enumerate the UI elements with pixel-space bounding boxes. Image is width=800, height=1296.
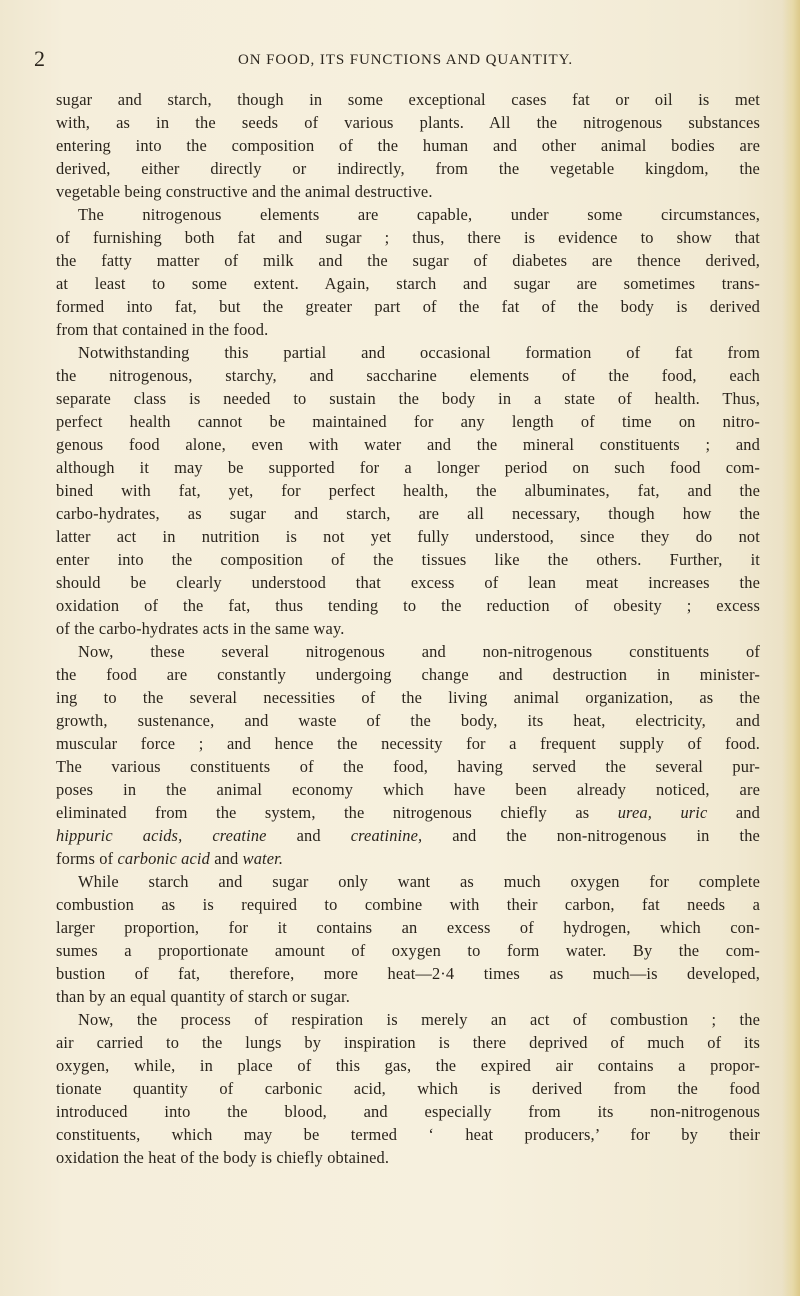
text-line: sugar and starch, though in some exceptional cases fat or oil is met [56,90,760,109]
text-line: derived, either directly or indirectly, from the vegetable kingdom, the [56,159,760,178]
text-line: vegetable being constructive and the animal destructive. [56,182,433,201]
text-line: of furnishing both fat and sugar ; thus, there is evidence to show that [56,228,760,247]
text-line: While starch and sugar only want as much oxygen for complete [78,872,760,891]
text-line: tionate quantity of carbonic acid, which is derived from the food [56,1079,760,1098]
text-line: The various constituents of the food, having served the several pur- [56,757,760,776]
text-line: with, as in the seeds of various plants. All the nitrogenous substances [56,113,760,132]
body-text [56,88,760,1169]
text-line: genous food alone, even with water and the mineral constituents ; and [56,435,760,454]
text-line: perfect health cannot be maintained for any length of time on nitro- [56,412,760,431]
page-edge-shadow [782,0,800,1296]
italic-term: creatine [212,826,267,845]
text-line: larger proportion, for it contains an excess of hydrogen, which con- [56,918,760,937]
text-line: formed into fat, but the greater part of the fat of the body is derived [56,297,760,316]
italic-term: uric [680,803,708,822]
text-line: sumes a proportionate amount of oxygen to form water. By the com- [56,941,760,960]
text-line: enter into the composition of the tissues like the others. Further, it [56,550,760,569]
text-line: bined with fat, yet, for perfect health, the albuminates, fat, and the [56,481,760,500]
text-line: from that contained in the food. [56,320,269,339]
text-line: muscular force ; and hence the necessity for a frequent supply of food. [56,734,760,753]
text-line: separate class is needed to sustain the body in a state of health. Thus, [56,389,760,408]
text-line: carbo-hydrates, as sugar and starch, are all necessary, though how the [56,504,760,523]
running-head: ON FOOD, ITS FUNCTIONS AND QUANTITY. [238,52,574,68]
text-line: latter act in nutrition is not yet fully understood, since they do not [56,527,760,546]
text-line: entering into the composition of the human and other animal bodies are [56,136,760,155]
text-line: Now, these several nitrogenous and non-nitrogenous constituents of [78,642,760,661]
text-line: at least to some extent. Again, starch and sugar are sometimes trans- [56,274,760,293]
text-line: growth, sustenance, and waste of the body, its heat, electricity, and [56,711,760,730]
text-line: of the carbo-hydrates acts in the same way. [56,619,345,638]
text-line: combustion as is required to combine with their carbon, fat needs a [56,895,760,914]
text-line: oxygen, while, in place of this gas, the expired air contains a propor- [56,1056,760,1075]
text-line: the nitrogenous, starchy, and saccharine elements of the food, each [56,366,760,385]
page-number: 2 [34,46,45,71]
text-line: should be clearly understood that excess of lean meat increases the [56,573,760,592]
text-line: although it may be supported for a longer period on such food com- [56,458,760,477]
text-line: Now, the process of respiration is merely an act of combustion ; the [78,1010,760,1029]
text-line: air carried to the lungs by inspiration is there deprived of much of its [56,1033,760,1052]
text-line: than by an equal quantity of starch or sugar. [56,987,350,1006]
text-line: constituents, which may be termed ‘ heat producers,’ for by their [56,1125,760,1144]
italic-term: hippuric acids, [56,826,183,845]
text-line: Notwithstanding this partial and occasional formation of fat from [78,343,760,362]
italic-term: creatinine, [350,826,423,845]
text-line: oxidation the heat of the body is chiefly obtained. [56,1148,390,1167]
text-line: ing to the several necessities of the living animal organization, as the [56,688,760,707]
text-line: the food are constantly undergoing change and destruction in minister- [56,665,760,684]
text-line: poses in the animal economy which have been already noticed, are [56,780,760,799]
text-line-with-italics: eliminated from the system, the nitrogenous chiefly as urea, uric and [56,803,760,822]
text-line-with-italics: hippuric acids, creatine and creatinine, and the non-nitrogenous in the [56,826,760,845]
text-line: introduced into the blood, and especially from its non-nitrogenous [56,1102,760,1121]
italic-term: carbonic acid [117,849,210,868]
italic-term: urea, [617,803,652,822]
text-line: bustion of fat, therefore, more heat—2·4 times as much—is developed, [56,964,760,983]
text-line: The nitrogenous elements are capable, under some circumstances, [78,205,760,224]
text-line: the fatty matter of milk and the sugar of diabetes are thence derived, [56,251,760,270]
text-line-with-italics: forms of carbonic acid and water. [56,849,284,868]
italic-term: water. [242,849,284,868]
page-header [0,46,800,76]
text-line: oxidation of the fat, thus tending to the reduction of obesity ; excess [56,596,760,615]
